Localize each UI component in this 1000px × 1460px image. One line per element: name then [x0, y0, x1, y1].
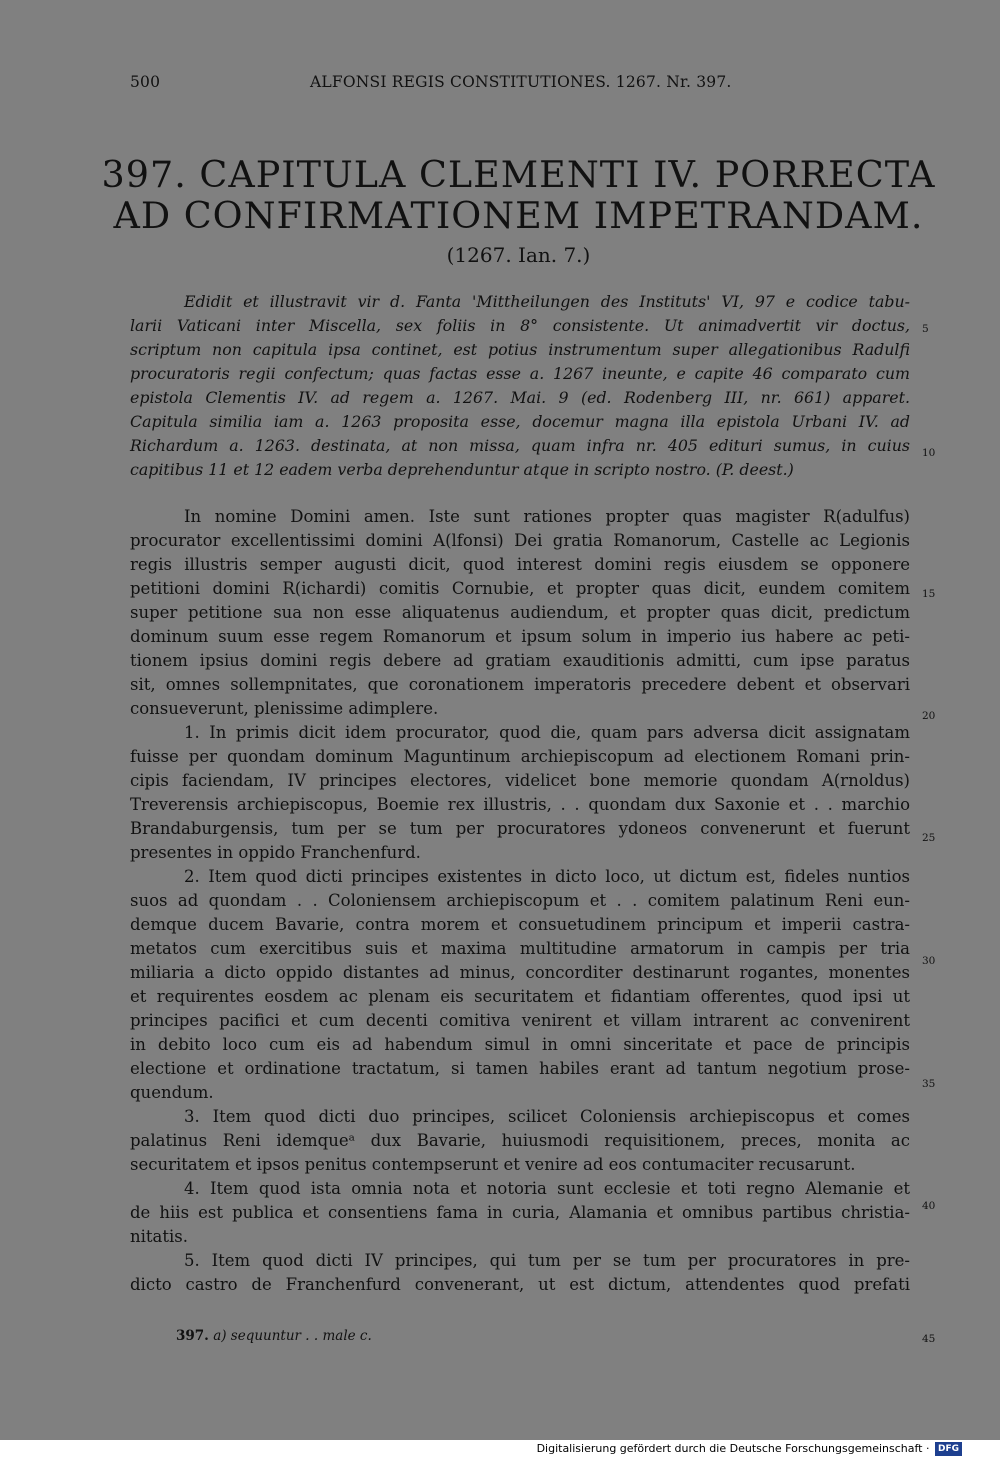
line-number: 5 [922, 323, 929, 335]
line-number: 15 [922, 588, 936, 600]
credit-text: Digitalisierung gefördert durch die Deutsche Forschungsgemeinschaft · [536, 1442, 930, 1455]
body-line: Treverensis archiepiscopus, Boemie rex illustris, . . quondam dux Saxonie et . . marchio [130, 795, 910, 814]
body-line: et requirentes eosdem ac plenam eis securitatem et fidantiam offerentes, quod ipsi ut [130, 987, 910, 1006]
document-date: (1267. Ian. 7.) [446, 243, 591, 267]
body-line: electione et ordinatione tractatum, si tamen habiles erant ad tantum negotium prose- [130, 1059, 910, 1078]
body-line: In nomine Domini amen. Iste sunt rationes propter quas magister R(adulfus) [184, 507, 910, 526]
intro-line: Edidit et illustravit vir d. Fanta 'Mittheilungen des Instituts' VI, 97 e codice tabu- [184, 292, 910, 311]
page-number: 500 [130, 73, 161, 91]
body-line: dicto castro de Franchenfurd convenerant, ut est dictum, attendentes quod prefati [130, 1275, 910, 1294]
body-line: fuisse per quondam dominum Maguntinum archiepiscopum ad electionem Romani prin- [130, 747, 910, 766]
body-line: in debito loco cum eis ad habendum simul in omni sinceritate et pace de principis [130, 1035, 910, 1054]
body-line: suos ad quondam . . Coloniensem archiepiscopum et . . comitem palatinum Reni eun- [130, 891, 910, 910]
body-line: 2. Item quod dicti principes existentes in dicto loco, ut dictum est, fideles nuntios [184, 867, 910, 886]
footnote-id: 397. [176, 1328, 209, 1344]
body-line: securitatem et ipsos penitus contempserunt et venire ad eos contumaciter recusarunt. [130, 1155, 856, 1174]
body-line: 4. Item quod ista omnia nota et notoria sunt ecclesie et toti regno Alemanie et [184, 1179, 910, 1198]
intro-line: scriptum non capitula ipsa continet, est potius instrumentum super allegationibus Radulfi [130, 340, 910, 359]
intro-line: procuratoris regii confectum; quas factas esse a. 1267 ineunte, e capite 46 comparato cum [130, 364, 910, 383]
line-number: 45 [922, 1333, 936, 1345]
body-line: Brandaburgensis, tum per se tum per procuratores ydoneos convenerunt et fuerunt [130, 819, 910, 838]
line-number: 35 [922, 1078, 936, 1090]
body-line: presentes in oppido Franchenfurd. [130, 843, 421, 862]
document-title-line-2: AD CONFIRMATIONEM IMPETRANDAM. [113, 194, 924, 237]
body-line: consueverunt, plenissime adimplere. [130, 699, 439, 718]
line-number: 20 [922, 710, 936, 722]
intro-line: Richardum a. 1263. destinata, at non missa, quam infra nr. 405 edituri sumus, in cuius [130, 436, 910, 455]
line-number: 30 [922, 955, 936, 967]
body-line: 3. Item quod dicti duo principes, scilicet Coloniensis archiepiscopus et comes [184, 1107, 910, 1126]
body-line: tionem ipsius domini regis debere ad gratiam exauditionis admitti, cum ipse paratus [130, 651, 910, 670]
body-line: miliaria a dicto oppido distantes ad minus, concorditer destinarunt rogantes, monentes [130, 963, 910, 982]
body-line: dominum suum esse regem Romanorum et ipsum solum in imperio ius habere ac peti- [130, 627, 910, 646]
intro-line: epistola Clementis IV. ad regem a. 1267. Mai. 9 (ed. Rodenberg III, nr. 661) apparet. [130, 388, 910, 407]
body-line: de hiis est publica et consentiens fama in curia, Alamania et omnibus partibus christia- [130, 1203, 910, 1222]
body-line: nitatis. [130, 1227, 188, 1246]
line-number: 10 [922, 447, 936, 459]
intro-line: capitibus 11 et 12 eadem verba deprehenduntur atque in scripto nostro. (P. deest.) [130, 460, 794, 479]
body-line: procurator excellentissimi domini A(lfonsi) Dei gratia Romanorum, Castelle ac Legionis [130, 531, 910, 550]
running-title: ALFONSI REGIS CONSTITUTIONES. 1267. Nr. 397. [310, 73, 732, 91]
intro-line: Capitula similia iam a. 1263 proposita esse, docemur magna illa epistola Urbani IV. ad [130, 412, 910, 431]
body-line: cipis faciendam, IV principes electores, videlicet bone memorie quondam A(rnoldus) [130, 771, 910, 790]
body-line: petitioni domini R(ichardi) comitis Cornubie, et propter quas dicit, eundem comitem [130, 579, 910, 598]
body-line: sit, omnes sollempnitates, que coronationem imperatoris precedere debent et observari [130, 675, 910, 694]
body-line: super petitione sua non esse aliquatenus audiendum, et propter quas dicit, predictum [130, 603, 910, 622]
body-line: principes pacifici et cum decenti comitiva venirent et villam intrarent ac convenirent [130, 1011, 910, 1030]
dfg-logo: DFG [935, 1442, 962, 1456]
body-line: regis illustris semper augusti dicit, quod interest domini regis eiusdem se opponere [130, 555, 910, 574]
body-line: metatos cum exercitibus suis et maxima multitudine armatorum in campis per tria [130, 939, 910, 958]
footnote [176, 1328, 372, 1344]
document-title-line-1: 397. CAPITULA CLEMENTI IV. PORRECTA [101, 153, 936, 196]
line-number: 25 [922, 832, 936, 844]
body-line: demque ducem Bavarie, contra morem et consuetudinem principum et imperii castra- [130, 915, 910, 934]
footnote-text: a) sequuntur . . male c. [213, 1328, 372, 1344]
intro-line: larii Vaticani inter Miscella, sex foliis in 8° consistente. Ut animadvertit vir doctus, [130, 316, 910, 335]
body-line: 5. Item quod dicti IV principes, qui tum per se tum per procuratores in pre- [184, 1251, 910, 1270]
body-line: quendum. [130, 1083, 214, 1102]
body-line: palatinus Reni idemqueᵃ dux Bavarie, huiusmodi requisitionem, preces, monita ac [130, 1131, 910, 1150]
digitization-credit [537, 1442, 962, 1456]
body-line: 1. In primis dicit idem procurator, quod die, quam pars adversa dicit assignatam [184, 723, 910, 742]
line-number: 40 [922, 1200, 936, 1212]
